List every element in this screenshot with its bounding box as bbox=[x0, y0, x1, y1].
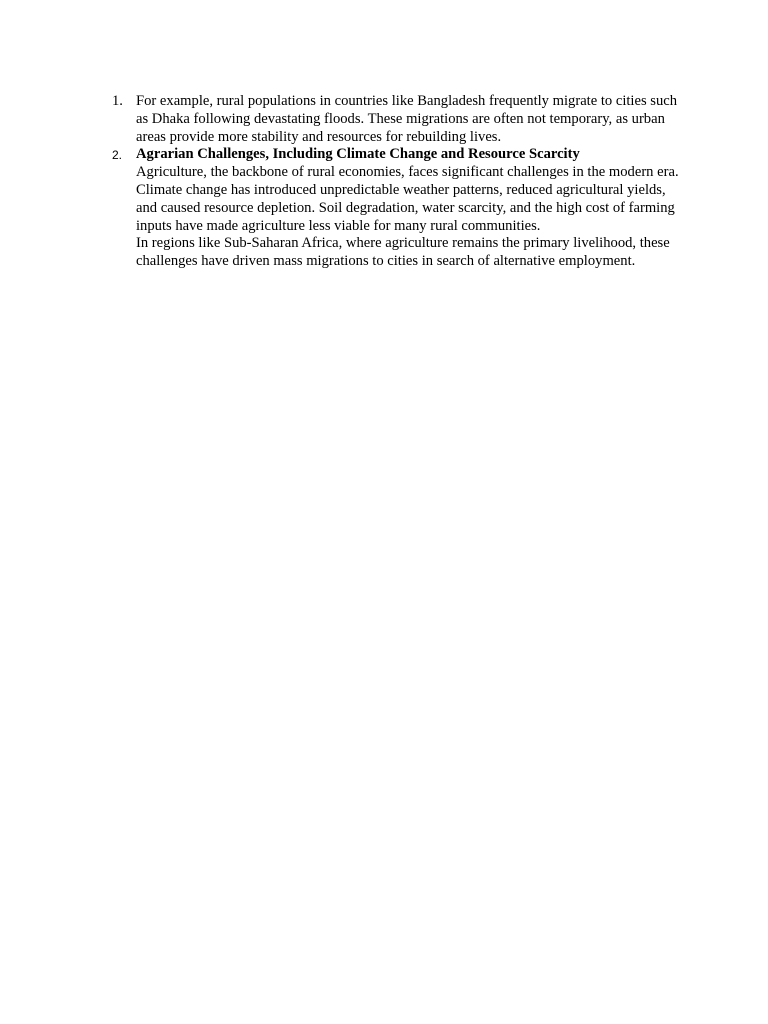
list-number: 2. bbox=[112, 148, 123, 163]
paragraph: For example, rural populations in countries like Bangladesh frequently migrate to cities such as Dhaka following devastating floods. These migrations are often not temporary, as urban areas provide more stability and resources for rebuilding lives. bbox=[136, 93, 678, 145]
paragraph: Agriculture, the backbone of rural economies, faces significant challenges in the modern era. Climate change has introduced unpredictable weather patterns, reduced agricultural yields, and caused resource depletion. Soil degradation, water scarcity, and the high cost of farming inputs have made agriculture less viable for many rural communities. bbox=[136, 164, 679, 234]
list-item bbox=[112, 146, 681, 271]
document-body bbox=[112, 93, 681, 271]
list-number: 1. bbox=[112, 93, 123, 109]
list-item bbox=[112, 93, 681, 146]
section-heading: Agrarian Challenges, Including Climate Change and Resource Scarcity bbox=[136, 146, 580, 163]
paragraph: In regions like Sub-Saharan Africa, where agriculture remains the primary livelihood, these challenges have driven mass migrations to cities in search of alternative employment. bbox=[136, 235, 670, 270]
